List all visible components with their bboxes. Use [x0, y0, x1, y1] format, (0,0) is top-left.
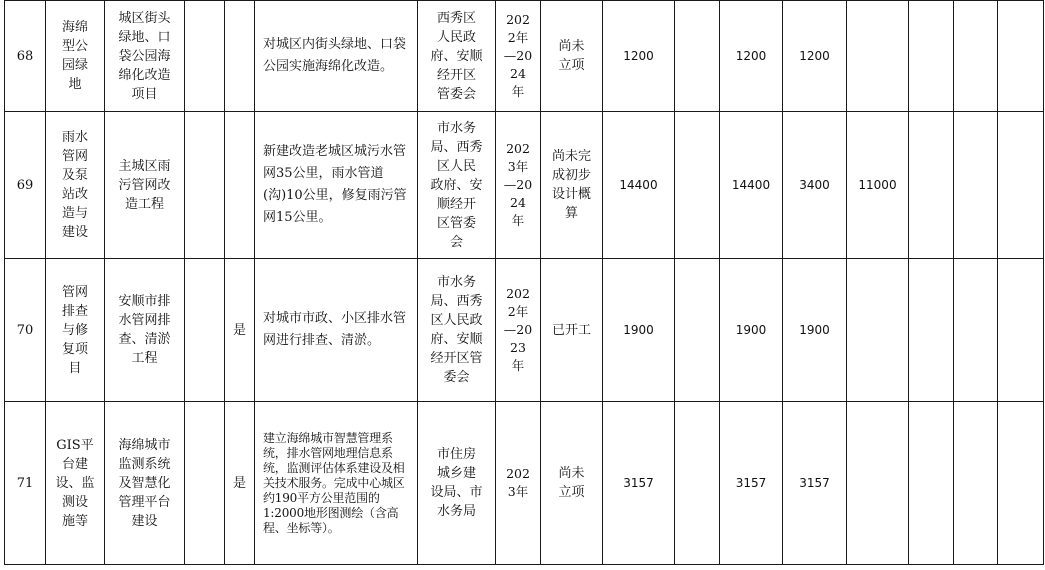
content-cell: 对城市市政、小区排水管网进行排查、清淤。 — [255, 259, 418, 402]
project-name-cell: 城区街头 绿地、口 袋公园海 绵化改造 项目 — [105, 1, 185, 112]
flag-cell — [225, 112, 255, 259]
empty-cell — [185, 259, 225, 402]
total-investment-cell: 3157 — [603, 402, 675, 565]
unit-cell: 西秀区 人民政 府、安顺 经开区 管委会 — [418, 1, 496, 112]
empty-cell — [185, 112, 225, 259]
flag-cell: 是 — [225, 402, 255, 565]
unit-cell: 市水务 局、西秀 区人民政 府、安顺 经开区管 委会 — [418, 259, 496, 402]
value-cell — [847, 1, 909, 112]
project-name-cell: 主城区雨 污管网改 造工程 — [105, 112, 185, 259]
value-cell: 1200 — [720, 1, 783, 112]
unit-cell: 市水务 局、西秀 区人民 政府、安 顺经开 区管委 会 — [418, 112, 496, 259]
table-row — [5, 112, 1044, 259]
value-cell: 3157 — [783, 402, 847, 565]
empty-cell — [998, 402, 1044, 565]
period-cell: 202 2年 —20 24 年 — [496, 1, 541, 112]
project-name-cell: 安顺市排 水管网排 查、清淤 工程 — [105, 259, 185, 402]
total-investment-cell: 1900 — [603, 259, 675, 402]
content-cell: 新建改造老城区城污水管网35公里，雨水管道(沟)10公里，修复雨污管网15公里。 — [255, 112, 418, 259]
table-row — [5, 1, 1044, 112]
empty-cell — [998, 259, 1044, 402]
empty-cell — [185, 402, 225, 565]
empty-cell — [998, 1, 1044, 112]
value-cell — [954, 1, 998, 112]
category-cell: 海绵 型公 园绿 地 — [46, 1, 105, 112]
row-number: 71 — [5, 402, 46, 565]
table-row — [5, 259, 1044, 402]
value-cell: 14400 — [720, 112, 783, 259]
unit-cell: 市住房 城乡建 设局、市 水务局 — [418, 402, 496, 565]
table-row — [5, 402, 1044, 565]
project-name-cell: 海绵城市 监测系统 及智慧化 管理平台 建设 — [105, 402, 185, 565]
flag-cell — [225, 1, 255, 112]
row-number: 68 — [5, 1, 46, 112]
value-cell — [675, 259, 720, 402]
value-cell — [847, 402, 909, 565]
value-cell: 1900 — [783, 259, 847, 402]
value-cell — [909, 112, 954, 259]
value-cell — [909, 259, 954, 402]
value-cell — [675, 402, 720, 565]
row-number: 69 — [5, 112, 46, 259]
status-cell: 尚未完 成初步 设计概 算 — [541, 112, 603, 259]
status-cell: 已开工 — [541, 259, 603, 402]
period-cell: 202 3年 —20 24 年 — [496, 112, 541, 259]
category-cell: 管网 排查 与修 复项 目 — [46, 259, 105, 402]
content-cell: 对城区内街头绿地、口袋公园实施海绵化改造。 — [255, 1, 418, 112]
value-cell — [954, 112, 998, 259]
total-investment-cell: 1200 — [603, 1, 675, 112]
category-cell: 雨水 管网 及泵 站改 造与 建设 — [46, 112, 105, 259]
value-cell — [675, 112, 720, 259]
row-number: 70 — [5, 259, 46, 402]
category-cell: GIS平 台建 设、监 测设 施等 — [46, 402, 105, 565]
content-cell: 建立海绵城市智慧管理系统，排水管网地理信息系统，监测评估体系建设及相关技术服务。完成中心城区约190平方公里范围的1:2000地形图测绘（含高程、坐标等）。 — [255, 402, 418, 565]
value-cell: 1900 — [720, 259, 783, 402]
value-cell: 3157 — [720, 402, 783, 565]
status-cell: 尚未 立项 — [541, 1, 603, 112]
value-cell: 1200 — [783, 1, 847, 112]
status-cell: 尚未 立项 — [541, 402, 603, 565]
value-cell — [909, 402, 954, 565]
period-cell: 202 3年 — [496, 402, 541, 565]
project-table — [4, 0, 1044, 565]
value-cell — [954, 259, 998, 402]
value-cell: 11000 — [847, 112, 909, 259]
value-cell — [954, 402, 998, 565]
period-cell: 202 2年 —20 23 年 — [496, 259, 541, 402]
empty-cell — [185, 1, 225, 112]
value-cell — [675, 1, 720, 112]
value-cell: 3400 — [783, 112, 847, 259]
empty-cell — [998, 112, 1044, 259]
value-cell — [909, 1, 954, 112]
value-cell — [847, 259, 909, 402]
total-investment-cell: 14400 — [603, 112, 675, 259]
flag-cell: 是 — [225, 259, 255, 402]
